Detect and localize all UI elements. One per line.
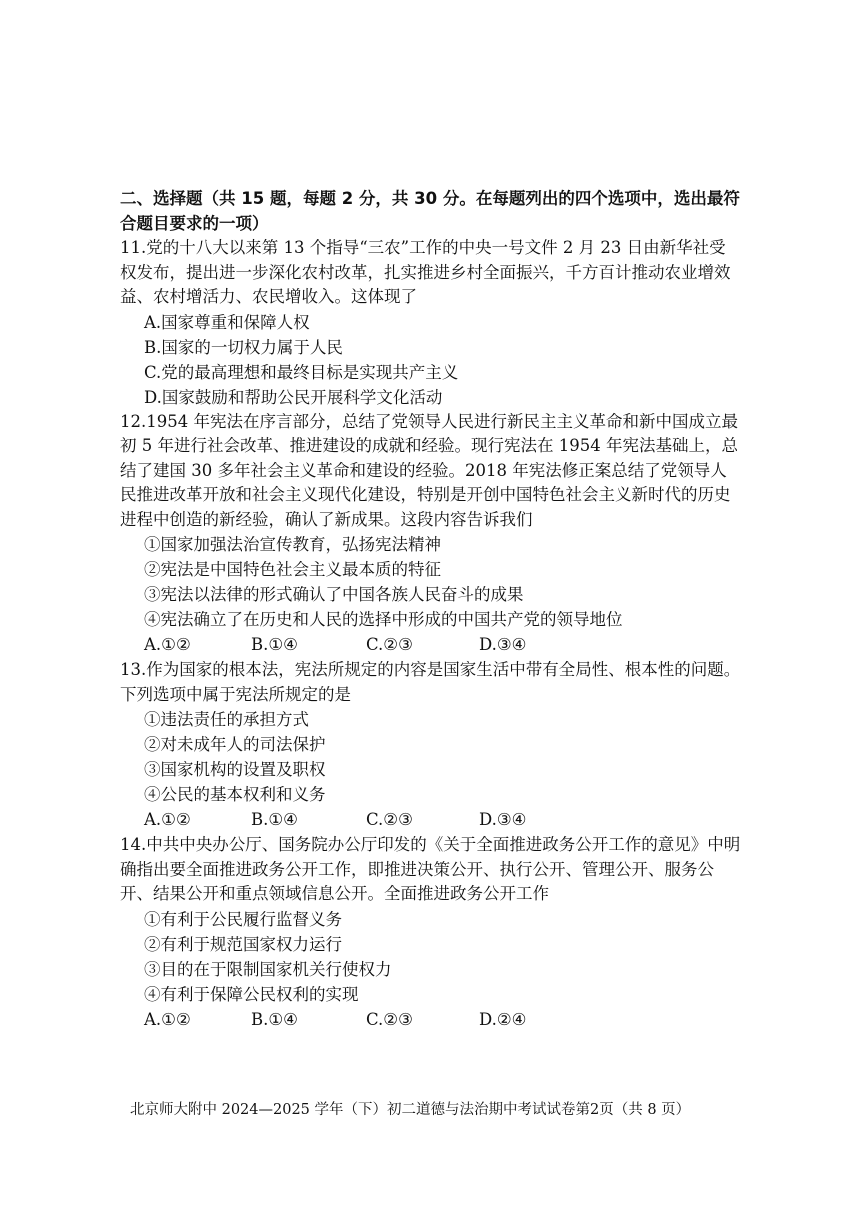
question-stem: 12.1954 年宪法在序言部分，总结了党领导人民进行新民主主义革命和新中国成立最初 5 年进行社会改革、推进建设的成就和经验。现行宪法在 1954 年宪法基础上，总结了建国 30 多年社会主义革命和建设的经验。2018 年宪法修正案总结了党领导人民推进改革开放和社会主义现代化建设，特别是开创中国特色社会主义新时代的历史进程中创造的新经验，确认了新成果。这段内容告诉我们 [120,411,738,529]
answer-choice-b: B.①④ [251,810,298,829]
answer-choice-c: C.②③ [366,810,413,829]
option: D.国家鼓励和帮助公民开展科学文化活动 [144,387,443,407]
answer-choices [144,1007,742,1033]
question-14 [120,833,742,1033]
section-title: 二、选择题（共 15 题，每题 2 分，共 30 分。在每题列出的四个选项中，选出最符合题目要求的一项） [120,189,740,233]
answer-choice-d: D.③④ [479,810,527,829]
answer-choice-c: C.②③ [366,635,413,654]
statement: ③国家机构的设置及职权 [144,760,326,779]
answer-choices [144,807,742,833]
statement: ③目的在于限制国家机关行使权力 [144,959,392,979]
answer-choices [144,632,742,658]
question-13 [120,658,742,833]
question-stem: 11.党的十八大以来第 13 个指导“三农”工作的中央一号文件 2 月 23 日由新华社受权发布，提出进一步深化农村改革，扎实推进乡村全面振兴，千方百计推动农业增效益、农村增活力、农民增收入。这体现了 [120,238,731,306]
answer-choice-d: D.③④ [479,635,527,654]
statement: ④公民的基本权利和义务 [144,785,326,804]
answer-choice-a: A.①② [144,635,191,654]
page-footer: 北京师大附中 2024—2025 学年（下）初二道德与法治期中考试试卷第2页（共 8 页） [130,1102,691,1118]
option: B.国家的一切权力属于人民 [144,337,343,357]
answer-choice-a: A.①② [144,1009,191,1029]
answer-choice-c: C.②③ [366,1009,413,1029]
statement: ②宪法是中国特色社会主义最本质的特征 [144,560,441,579]
question-stem: 14.中共中央办公厅、国务院办公厅印发的《关于全面推进政务公开工作的意见》中明确指出要全面推进政务公开工作，即推进决策公开、执行公开、管理公开、服务公开、结果公开和重点领域信息公开。全面推进政务公开工作 [120,835,741,903]
statement: ①违法责任的承担方式 [144,710,309,729]
page-content [120,186,742,1033]
question-11 [120,236,742,410]
statement: ①国家加强法治宣传教育，弘扬宪法精神 [144,535,441,554]
option: C.党的最高理想和最终目标是实现共产主义 [144,362,459,382]
answer-choice-a: A.①② [144,810,191,829]
statement: ②对未成年人的司法保护 [144,735,326,754]
answer-choice-d: D.②④ [479,1009,527,1029]
statement: ④有利于保障公民权利的实现 [144,984,359,1004]
question-stem: 13.作为国家的根本法，宪法所规定的内容是国家生活中带有全局性、根本性的问题。下列选项中属于宪法所规定的是 [120,660,741,704]
statement: ④宪法确立了在历史和人民的选择中形成的中国共产党的领导地位 [144,610,623,629]
answer-choice-b: B.①④ [251,635,298,654]
option: A.国家尊重和保障人权 [144,312,310,332]
statement: ②有利于规范国家权力运行 [144,934,342,954]
statement: ③宪法以法律的形式确认了中国各族人民奋斗的成果 [144,585,524,604]
answer-choice-b: B.①④ [251,1009,298,1029]
question-12 [120,410,742,659]
statement: ①有利于公民履行监督义务 [144,909,342,929]
